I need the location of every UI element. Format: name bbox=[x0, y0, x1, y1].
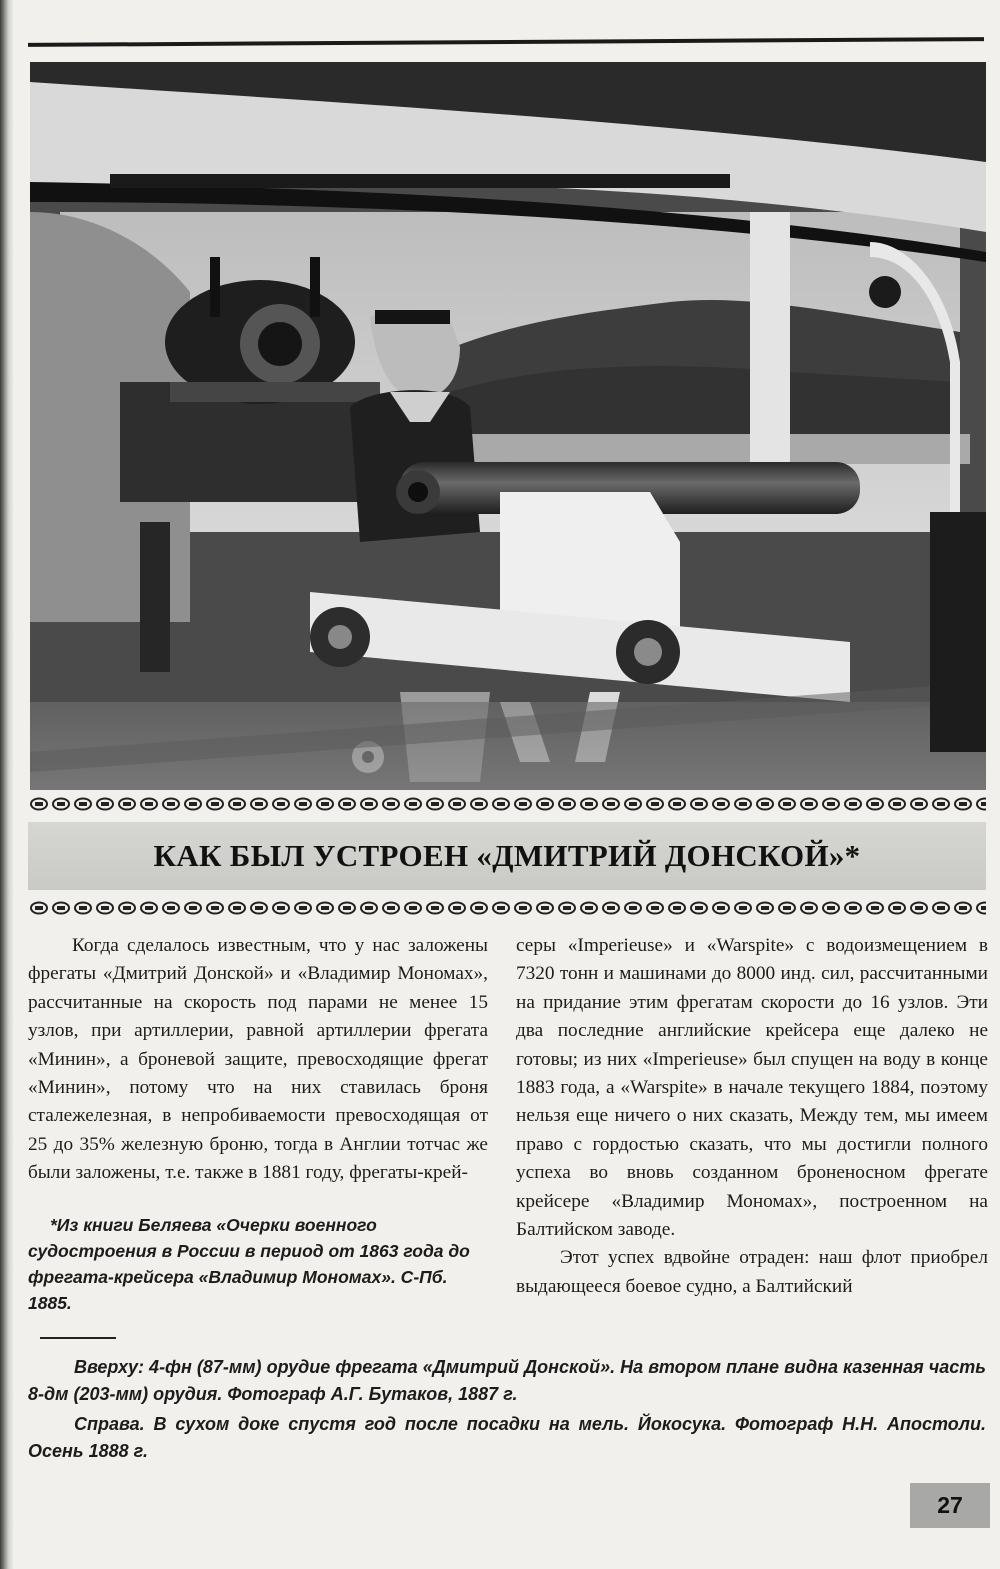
caption-divider bbox=[40, 1337, 116, 1339]
top-rule bbox=[28, 37, 984, 47]
article-paragraph-right-2: Этот успех вдвойне отраден: наш флот приобрел выдающееся боевое судно, а Балтийский bbox=[516, 1247, 988, 1297]
footnote: *Из книги Беляева «Очерки военного судостроения в России в период от 1863 года до фрегата-крейсера «Владимир Мономах». С-Пб. 1885. bbox=[28, 1215, 470, 1313]
ornament-border-bottom bbox=[28, 900, 986, 916]
title-band bbox=[28, 822, 986, 890]
article-column-right bbox=[516, 932, 988, 1301]
page-number: 27 bbox=[910, 1483, 990, 1528]
article-paragraph-right-1: серы «Imperieuse» и «Warspite» с водоизмещением в 7320 тонн и машинами до 8000 инд. сил, рассчитанными на придание этим фрегатам скорости до 16 узлов. Эти два последние английские крейсера еще далеко не готовы; из них «Imperieuse» был спущен на воду в конце 1883 года, а «Warspite» в начале текущего 1884, поэтому нельзя еще ничего о них сказать, Между тем, мы имеем право с гордостью сказать, что мы достигли полного успеха во вновь созданном броненосном фрегате крейсере «Владимир Мономах», построенном на Балтийском заводе. bbox=[516, 935, 988, 1241]
caption-right-photo: Справа. В сухом доке спустя год после посадки на мель. Йокосука. Фотограф Н.Н. Апостоли. Осень 1888 г. bbox=[28, 1414, 986, 1461]
article-paragraph-left: Когда сделалось известным, что у нас заложены фрегаты «Дмитрий Донской» и «Владимир Мономах», рассчитанные на скорость под парами не менее 15 узлов, при артиллерии, равной артиллерии фрегата «Минин», а броневой защите, превосходящие фрегат «Минин», потому что на них ставилась броня сталежелезная, в непробиваемости превосходящая от 25 до 35% железную броню, тогда в Англии тотчас же были заложены, т.е. также в 1881 году, фрегаты-крей- bbox=[28, 935, 488, 1184]
article-column-left bbox=[28, 932, 488, 1188]
article-title: КАК БЫЛ УСТРОЕН «ДМИТРИЙ ДОНСКОЙ»* bbox=[153, 838, 861, 873]
ornament-border-top bbox=[28, 796, 986, 812]
historical-photo bbox=[30, 62, 986, 790]
page-binding-shadow bbox=[0, 0, 14, 1569]
caption-top-photo: Вверху: 4-фн (87-мм) орудие фрегата «Дмитрий Донской». На втором плане видна казенная часть 8-дм (203-мм) орудия. Фотограф А.Г. Бутаков, 1887 г. bbox=[28, 1357, 986, 1404]
